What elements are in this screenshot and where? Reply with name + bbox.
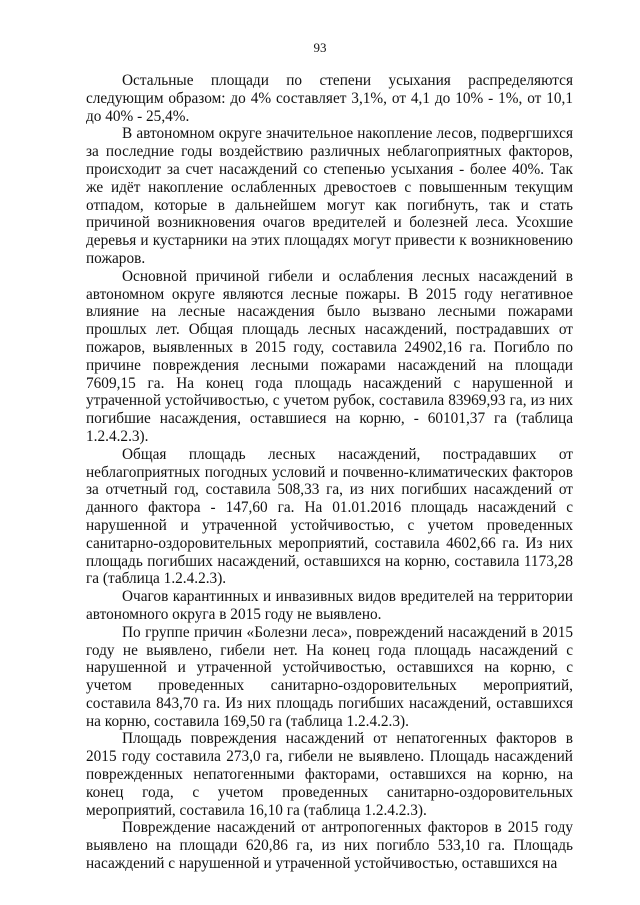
document-body (86, 72, 573, 873)
paragraph-forest-fires: Основной причиной гибели и ослабления лесных насаждений в автономном округе являются лесные пожары. В 2015 году негативное влияние на лесные насаждения было вызвано лесными пожарами прошлых лет. Общая площадь лесных насаждений, пострадавших от пожаров, выявленных в 2015 году, составила 24902,16 га. Погибло по причине повреждения лесными пожарами насаждений на площади 7609,15 га. На конец года площадь насаждений с нарушенной и утраченной устойчивостью, с учетом рубок, составила 83969,93 га, из них погибшие насаждения, оставшиеся на корню, - 60101,37 га (таблица 1.2.4.2.3). (86, 267, 573, 445)
paragraph-forest-accumulation: В автономном округе значительное накопление лесов, подвергшихся за последние годы воздействию различных неблагоприятных факторов, происходит за счет насаждений со степенью усыхания - более 40%. Так же идёт накопление ослабленных древостоев с повышенным текущим отпадом, которые в дальнейшем могут как погибнуть, так и стать причиной возникновения очагов вредителей и болезней леса. Усохшие деревья и кустарники на этих площадях могут привести к возникновению пожаров. (86, 125, 573, 267)
paragraph-quarantine-pests: Очагов карантинных и инвазивных видов вредителей на территории автономного округа в 2015 году не выявлено. (86, 588, 573, 623)
paragraph-non-pathogenic-factors: Площадь повреждения насаждений от непатогенных факторов в 2015 году составила 273,0 га, гибели не выявлено. Площадь насаждений поврежденных непатогенными факторами, оставшихся на корню, на конец года, с учетом проведенных санитарно-оздоровительных мероприятий, составила 16,10 га (таблица 1.2.4.2.3). (86, 730, 573, 819)
paragraph-forest-diseases: По группе причин «Болезни леса», повреждений насаждений в 2015 году не выявлено, гибели нет. На конец года площадь насаждений с нарушенной и утраченной устойчивостью, оставшихся на корню, с учетом проведенных санитарно-оздоровительных мероприятий, составила 843,70 га. Из них площадь погибших насаждений, оставшихся на корню, составила 169,50 га (таблица 1.2.4.2.3). (86, 623, 573, 730)
paragraph-anthropogenic-factors: Повреждение насаждений от антропогенных факторов в 2015 году выявлено на площади 620,86 га, из них погибло 533,10 га. Площадь насаждений с нарушенной и утраченной устойчивостью, оставшихся на (86, 819, 573, 873)
paragraph-weather-factors: Общая площадь лесных насаждений, пострадавших от неблагоприятных погодных условий и почвенно-климатических факторов за отчетный год, составила 508,33 га, из них погибших насаждений от данного фактора - 147,60 га. На 01.01.2016 площадь насаждений с нарушенной и утраченной устойчивостью, с учетом проведенных санитарно-оздоровительных мероприятий, составила 4602,66 га. Из них площадь погибших насаждений, оставшихся на корню, составила 1173,28 га (таблица 1.2.4.2.3). (86, 445, 573, 588)
paragraph-desiccation-distribution: Остальные площади по степени усыхания распределяются следующим образом: до 4% составляет 3,1%, от 4,1 до 10% - 1%, от 10,1 до 40% - 25,4%. (86, 72, 573, 125)
page-number: 93 (313, 40, 327, 55)
